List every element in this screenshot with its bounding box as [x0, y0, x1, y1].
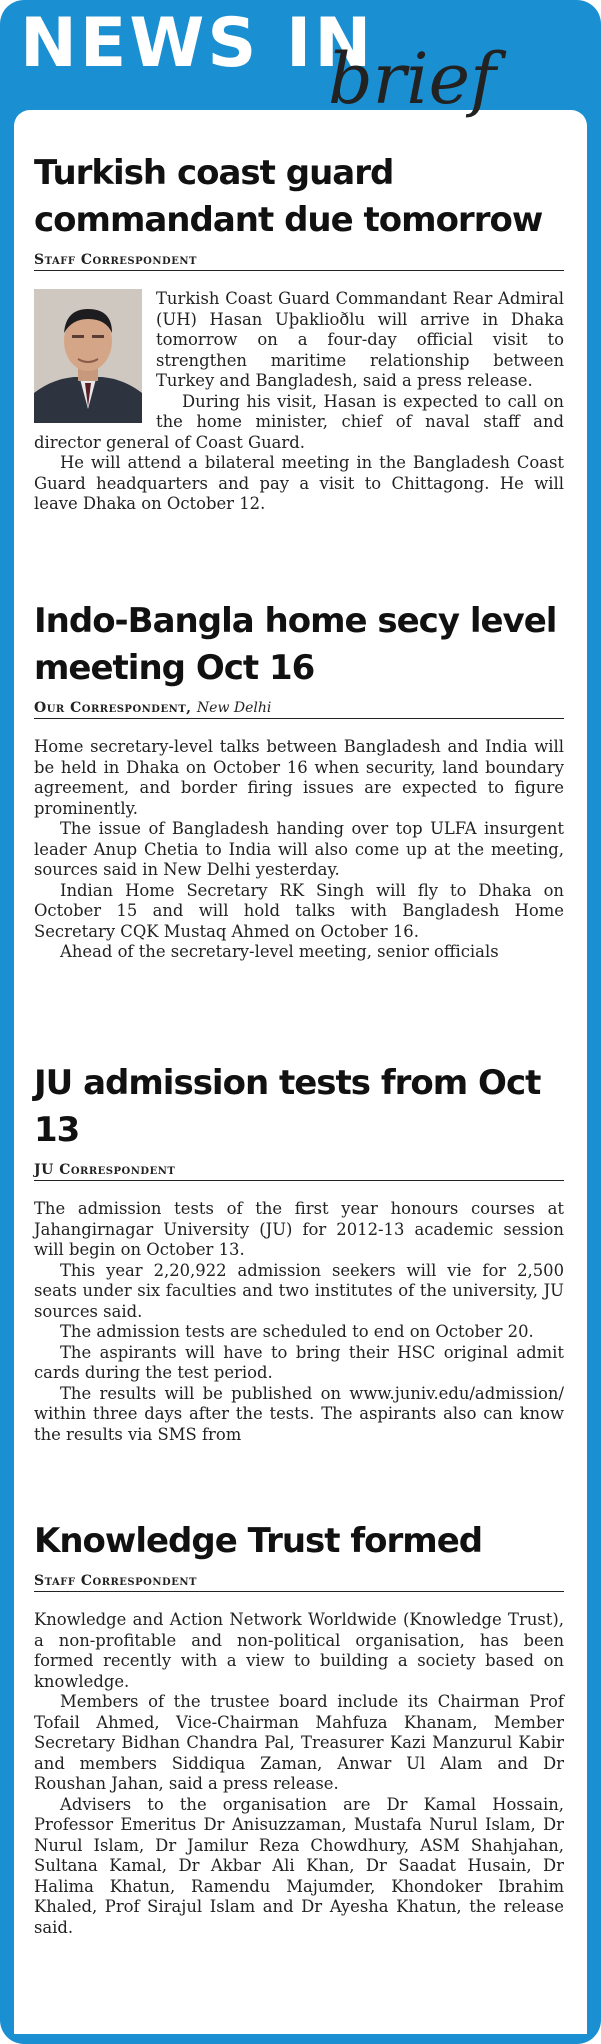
article-body [34, 289, 564, 515]
article-byline: Our Correspondent, New Delhi [34, 700, 564, 719]
article-paragraph: The admission tests of the first year honours courses at Jahangirnagar University (JU) for 2012-13 academic session will begin on October 13. [34, 1199, 564, 1259]
article-paragraph: The aspirants will have to bring their HSC original admit cards during the test period. [34, 1342, 564, 1382]
article-headline: Knowledge Trust formed [34, 1521, 483, 1561]
article-paragraph: Knowledge and Action Network Worldwide (Knowledge Trust), a non-profitable and non-political organisation, has been formed recently with a view to building a society based on knowledge. [34, 1610, 564, 1691]
article-headline: Indo-Bangla home secy level meeting Oct 16 [34, 601, 557, 688]
article-body [34, 737, 564, 963]
article-paragraph: Turkish Coast Guard Commandant Rear Admiral (UH) Hasan Uþaklioðlu will arrive in Dhaka tomorrow on a four-day official visit to strengthen maritime relationship between Turkey and Bangladesh, said a press release. [156, 289, 564, 390]
article-paragraph: During his visit, Hasan is expected to call on the home minister, chief of naval staff and director general of Coast Guard. [34, 391, 564, 452]
article-paragraph: Home secretary-level talks between Bangladesh and India will be held in Dhaka on October 16 when security, land boundary agreement, and border firing issues are expected to figure prominently. [34, 737, 564, 818]
article-paragraph: Ahead of the secretary-level meeting, senior officials [60, 942, 499, 961]
article-paragraph: Advisers to the organisation are Dr Kamal Hossain, Professor Emeritus Dr Anisuzzaman, Mustafa Nurul Islam, Dr Nurul Islam, Dr Jamilur Reza Chowdhury, ASM Shahjahan, Sultana Kamal, Dr Akbar Ali Khan, Dr Saadat Husain, Dr Halima Khatun, Ramendu Majumder, Khondoker Ibrahim Khaled, Prof Sirajul Islam and Dr Ayesha Khatun, the release said. [34, 1794, 564, 1937]
article-byline: JU Correspondent [34, 1162, 564, 1181]
article-body [34, 1610, 564, 1938]
article-paragraph: Indian Home Secretary RK Singh will fly to Dhaka on October 15 and will hold talks with Bangladesh Home Secretary CQK Mustaq Ahmed on October 16. [34, 880, 564, 941]
article-headline: JU admission tests from Oct 13 [34, 1063, 541, 1150]
article-paragraph: The admission tests are scheduled to end on October 20. [60, 1322, 534, 1341]
masthead-brief: brief [328, 38, 496, 120]
article-paragraph: He will attend a bilateral meeting in the Bangladesh Coast Guard headquarters and pay a visit to Chittagong. He will leave Dhaka on October 12. [34, 453, 564, 513]
article-turkish-coast-guard [34, 150, 564, 515]
article-headline: Turkish coast guard commandant due tomorrow [34, 153, 543, 240]
masthead-news-in: NEWS IN [20, 4, 375, 83]
article-paragraph: The issue of Bangladesh handing over top ULFA insurgent leader Anup Chetia to India will also come up at the meeting, sources said in New Delhi yesterday. [34, 819, 564, 879]
byline-place: New Delhi [196, 700, 272, 716]
article-body [34, 1199, 564, 1445]
article-byline: Staff Correspondent [34, 1573, 564, 1592]
commandant-photo [34, 289, 142, 423]
article-byline: Staff Correspondent [34, 252, 564, 271]
article-paragraph: This year 2,20,922 admission seekers will vie for 2,500 seats under six faculties and two institutes of the university, JU sources said. [34, 1260, 564, 1321]
article-knowledge-trust [34, 1518, 564, 1938]
article-indo-bangla-meeting [34, 598, 564, 963]
article-paragraph: Members of the trustee board include its Chairman Prof Tofail Ahmed, Vice-Chairman Mahfuza Khanam, Member Secretary Bidhan Chandra Pal, Treasurer Kazi Manzurul Kabir and members Siddiqua Zaman, Anwar Ul Alam and Dr Roushan Jahan, said a press release. [34, 1692, 564, 1793]
article-paragraph: The results will be published on www.juniv.edu/admission/ within three days after the tests. The aspirants also can know the results via SMS from [34, 1383, 564, 1444]
article-ju-admission [34, 1060, 564, 1445]
